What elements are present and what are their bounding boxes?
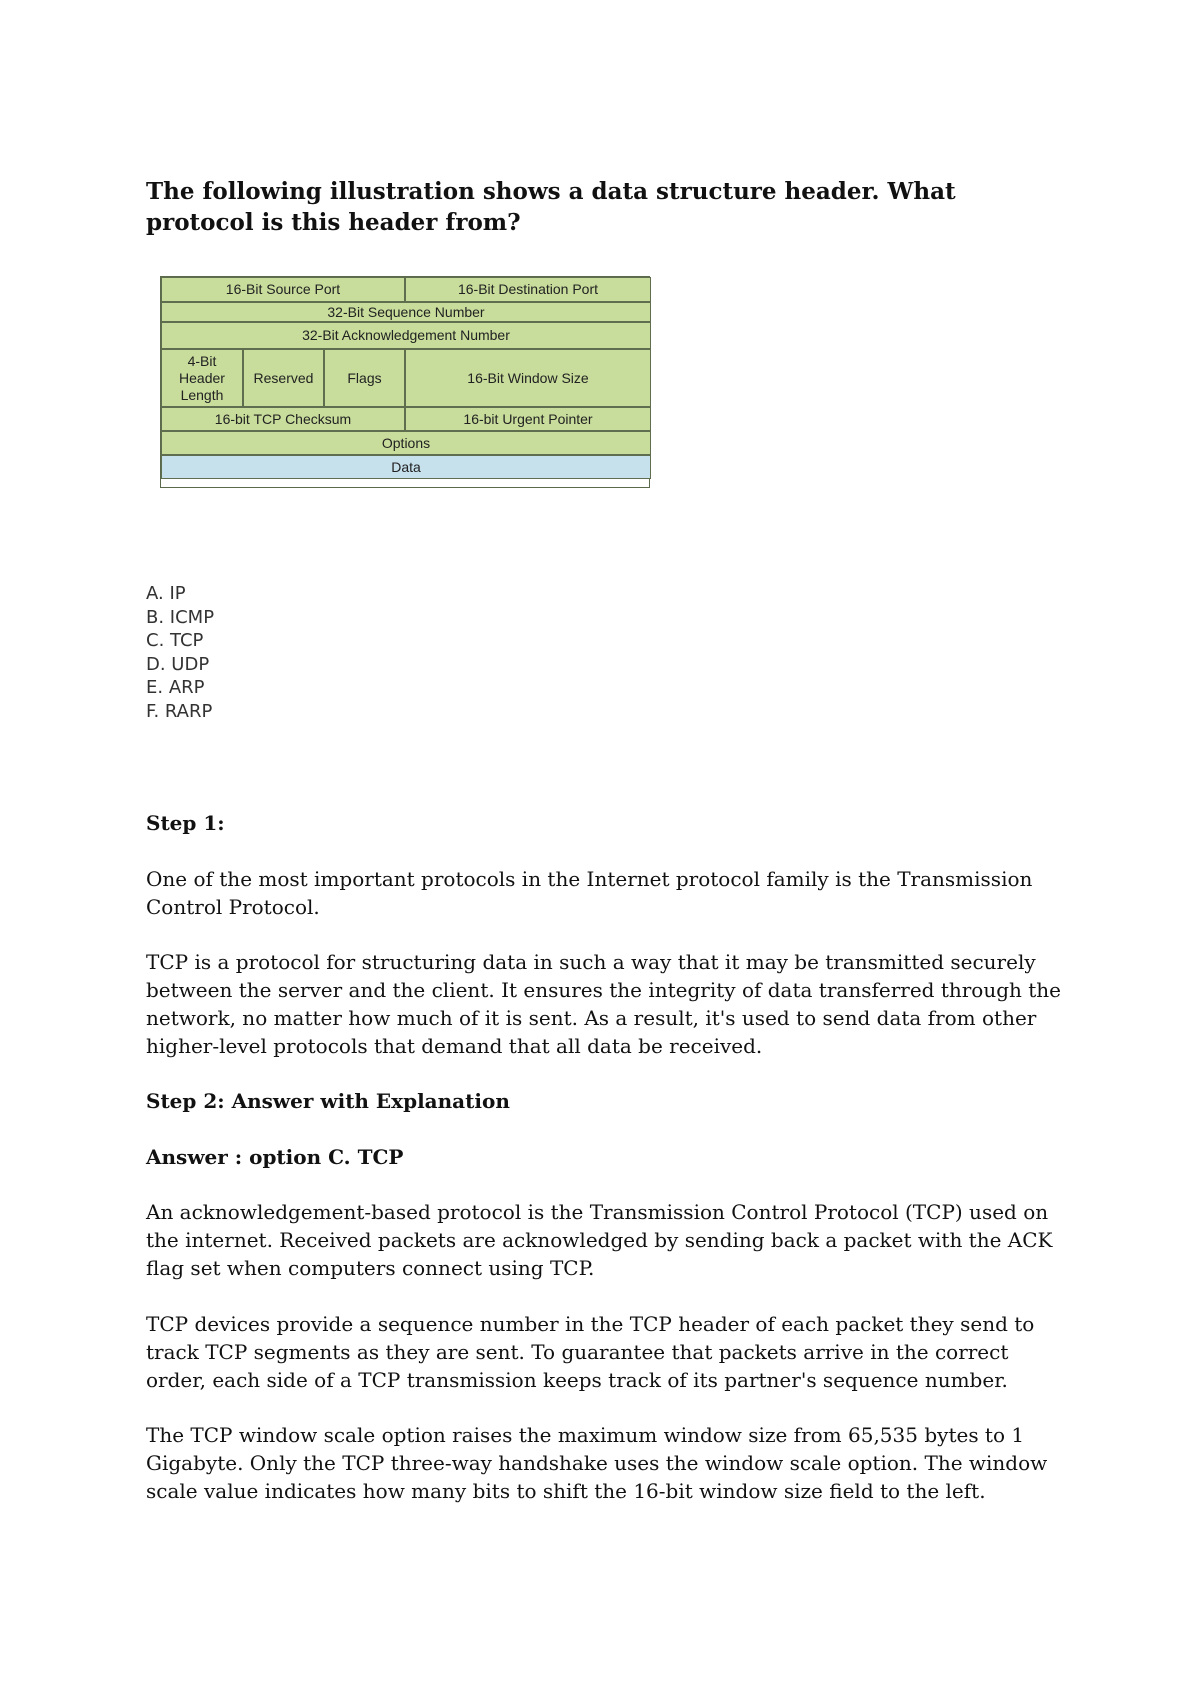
choice-a: A. IP xyxy=(146,583,186,604)
step2-paragraph-1: An acknowledgement-based protocol is the Transmission Control Protocol (TCP) used on the internet. Received packets are acknowledged by sending back a packet with the ACK flag set when computers connect using TCP. xyxy=(146,1200,1053,1280)
step1-paragraph-2: TCP is a protocol for structuring data in such a way that it may be transmitted securely between the server and the client. It ensures the integrity of data transferred through the network, no matter how much of it is sent. As a result, it's used to send data from other higher-level protocols that demand that all data be received. xyxy=(146,950,1062,1058)
reserved-field: Reserved xyxy=(243,349,324,407)
choice-d: D. UDP xyxy=(146,653,210,675)
tcp-header-diagram xyxy=(160,276,650,488)
choice-b: B. ICMP xyxy=(146,606,215,628)
destination-port-field: 16-Bit Destination Port xyxy=(405,277,651,302)
acknowledgement-number-field: 32-Bit Acknowledgement Number xyxy=(161,322,651,349)
choice-e: E. ARP xyxy=(146,677,205,698)
flags-field: Flags xyxy=(324,349,405,407)
question-text: The following illustration shows a data structure header. What protocol is this header from? xyxy=(146,178,956,236)
sequence-number-field: 32-Bit Sequence Number xyxy=(161,302,651,322)
choice-f: F. RARP xyxy=(146,700,213,722)
window-size-field: 16-Bit Window Size xyxy=(405,349,651,407)
urgent-pointer-field: 16-bit Urgent Pointer xyxy=(405,407,651,431)
data-field: Data xyxy=(161,455,651,479)
step1-heading: Step 1: xyxy=(146,811,225,835)
answer-line: Answer : option C. TCP xyxy=(146,1145,404,1169)
options-field: Options xyxy=(161,431,651,455)
step1-paragraph-1: One of the most important protocols in the Internet protocol family is the Transmission Control Protocol. xyxy=(146,867,1033,919)
step2-paragraph-3: The TCP window scale option raises the maximum window size from 65,535 bytes to 1 Gigabyte. Only the TCP three-way handshake uses the window scale option. The window scale value indicates how many bits to shift the 16-bit window size field to the left. xyxy=(146,1423,1048,1503)
source-port-field: 16-Bit Source Port xyxy=(161,277,405,302)
answer-choices xyxy=(146,582,214,723)
header-length-field: 4-Bit Header Length xyxy=(161,349,243,407)
choice-c: C. TCP xyxy=(146,630,204,651)
checksum-field: 16-bit TCP Checksum xyxy=(161,407,405,431)
step2-paragraph-2: TCP devices provide a sequence number in the TCP header of each packet they send to track TCP segments as they are sent. To guarantee that packets arrive in the correct order, each side of a TCP transmission keeps track of its partner's sequence number. xyxy=(146,1312,1035,1392)
step2-heading: Step 2: Answer with Explanation xyxy=(146,1089,510,1113)
